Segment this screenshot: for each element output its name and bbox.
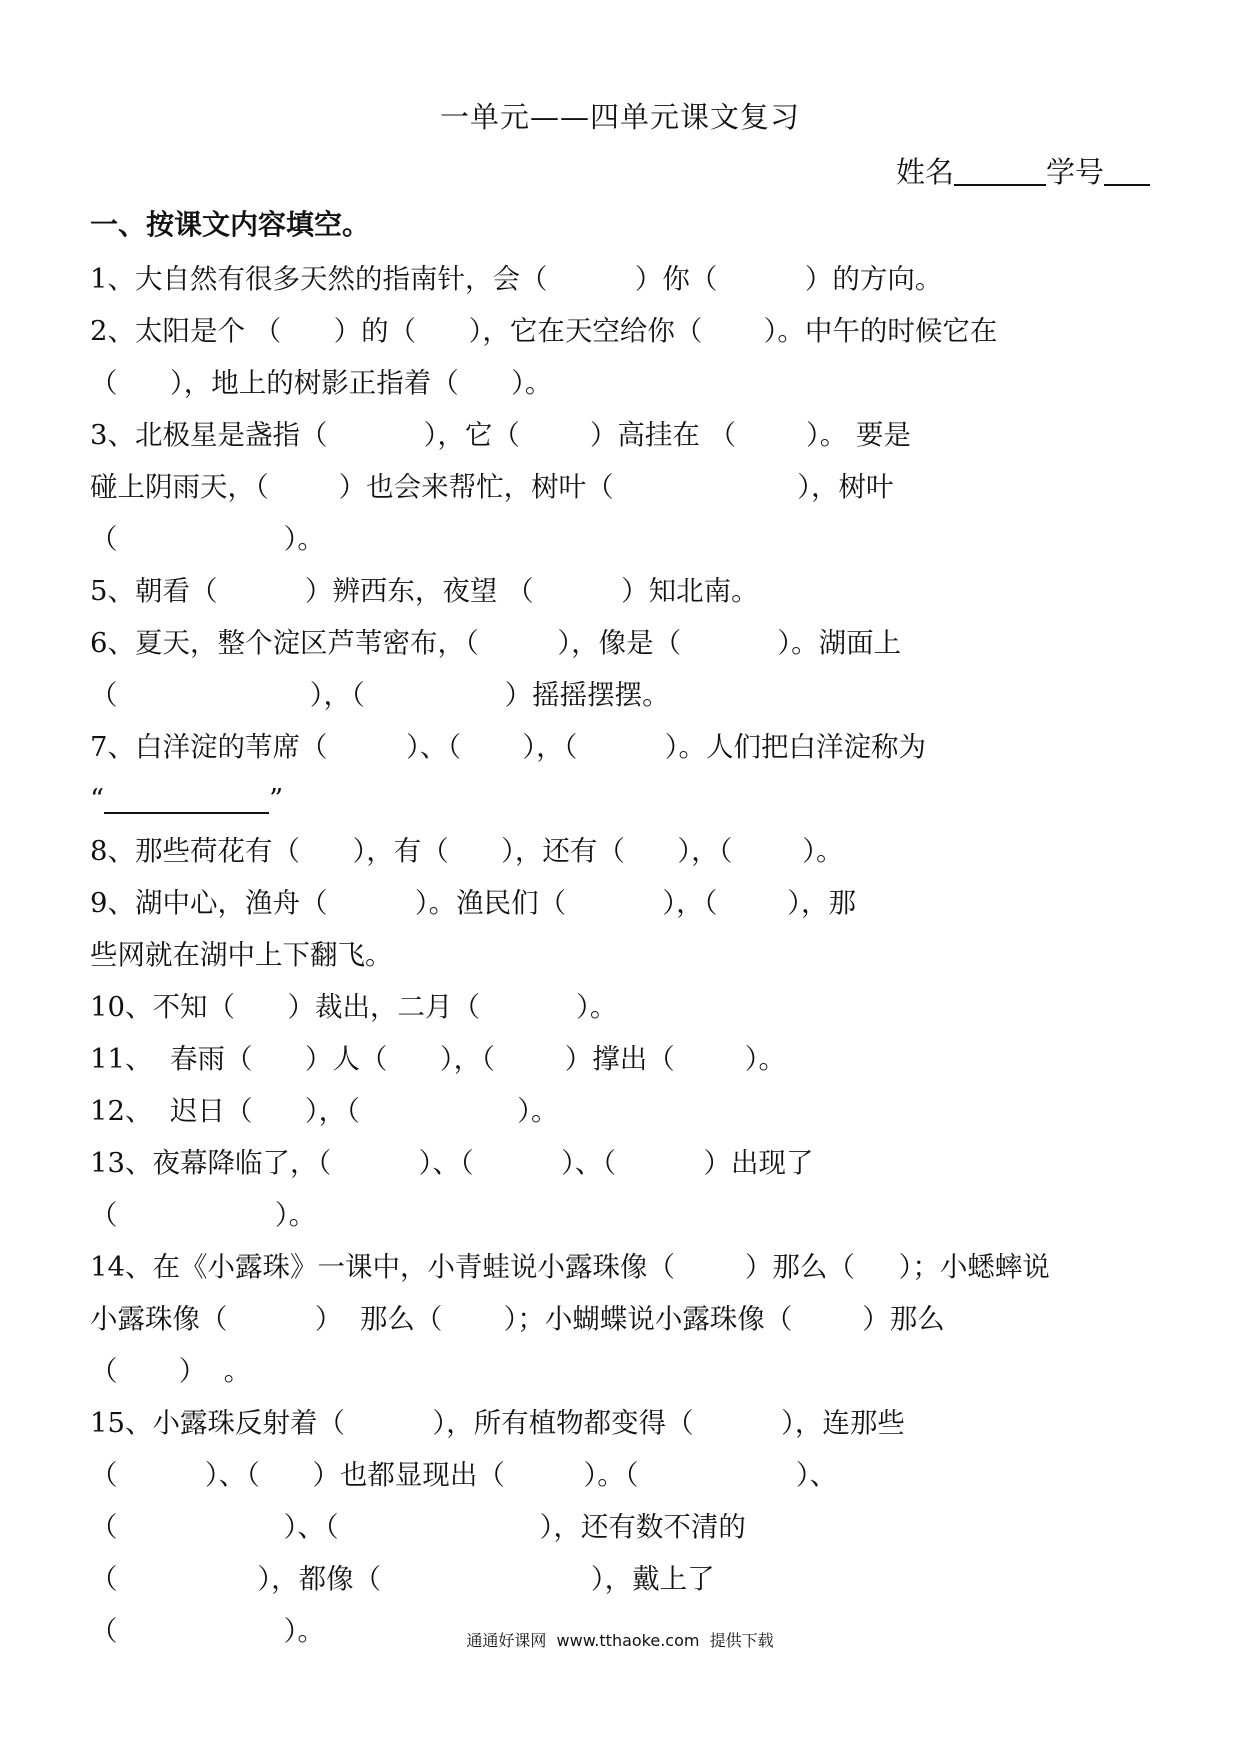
- question-line: 2、太阳是个 （ ）的（ ），它在天空给你（ ）。中午的时候它在: [90, 315, 998, 347]
- question-line: （ ）。: [90, 1199, 317, 1231]
- question-line: （ ）。: [90, 523, 325, 555]
- question-line: （ ） 。: [90, 1355, 252, 1387]
- question-line: （ ）。: [90, 1615, 325, 1647]
- number-blank[interactable]: [1104, 154, 1150, 186]
- question-line: （ ），地上的树影正指着（ ）。: [90, 367, 553, 399]
- question-line: 3、北极星是盏指（ ），它（ ）高挂在 （ ）。 要是: [90, 419, 911, 451]
- quote-line: [90, 773, 1150, 825]
- answer-blank[interactable]: [104, 778, 269, 814]
- question-line: 11、 春雨（ ）人（ ），（ ）撑出（ ）。: [90, 1043, 786, 1075]
- section-heading: 一、按课文内容填空。: [90, 208, 371, 241]
- name-label: 姓名: [895, 155, 954, 189]
- quote-close: ”: [269, 783, 284, 815]
- number-label: 学号: [1045, 155, 1104, 189]
- student-info: [896, 150, 1150, 191]
- question-line: 8、那些荷花有（ ），有（ ），还有（ ），（ ）。: [90, 835, 844, 867]
- question-line: 7、白洋淀的苇席（ ）、（ ），（ ）。人们把白洋淀称为: [90, 731, 927, 763]
- question-line: （ ），都像（ ），戴上了: [90, 1563, 715, 1595]
- question-line: 14、在《小露珠》一课中，小青蛙说小露珠像（ ）那么（ ）；小蟋蟀说: [90, 1251, 1050, 1283]
- question-line: 15、小露珠反射着（ ），所有植物都变得（ ），连那些: [90, 1407, 905, 1439]
- question-list: [90, 253, 1150, 1657]
- question-line: 小露珠像（ ） 那么（ ）；小蝴蝶说小露珠像（ ）那么: [90, 1303, 945, 1335]
- question-line: 1、大自然有很多天然的指南针，会（ ）你（ ）的方向。: [90, 263, 943, 295]
- question-line: （ ）、（ ）也都显现出（ ）。（ ）、: [90, 1459, 838, 1491]
- footer-credit: 通通好课网 www.tthaoke.com 提供下载: [466, 1631, 774, 1650]
- page-title: 一单元——四单元课文复习: [439, 100, 800, 134]
- name-blank[interactable]: [954, 154, 1046, 186]
- question-line: 些网就在湖中上下翻飞。: [90, 939, 393, 971]
- question-line: 碰上阴雨天，（ ）也会来帮忙，树叶（ ），树叶: [90, 471, 894, 503]
- question-line: 9、湖中心，渔舟（ ）。渔民们（ ），（ ），那: [90, 887, 856, 919]
- quote-open: “: [90, 783, 105, 815]
- question-line: 10、不知（ ）裁出，二月（ ）。: [90, 991, 618, 1023]
- question-line: 13、夜幕降临了，（ ）、（ ）、（ ）出现了: [90, 1147, 814, 1179]
- question-line: 12、 迟日（ ），（ ）。: [90, 1095, 559, 1127]
- question-line: （ ）、（ ），还有数不清的: [90, 1511, 746, 1543]
- question-line: （ ），（ ）摇摇摆摆。: [90, 679, 670, 711]
- question-line: 6、夏天，整个淀区芦苇密布，（ ），像是（ ）。湖面上: [90, 627, 902, 659]
- question-line: 5、朝看（ ）辨西东，夜望 （ ）知北南。: [90, 575, 759, 607]
